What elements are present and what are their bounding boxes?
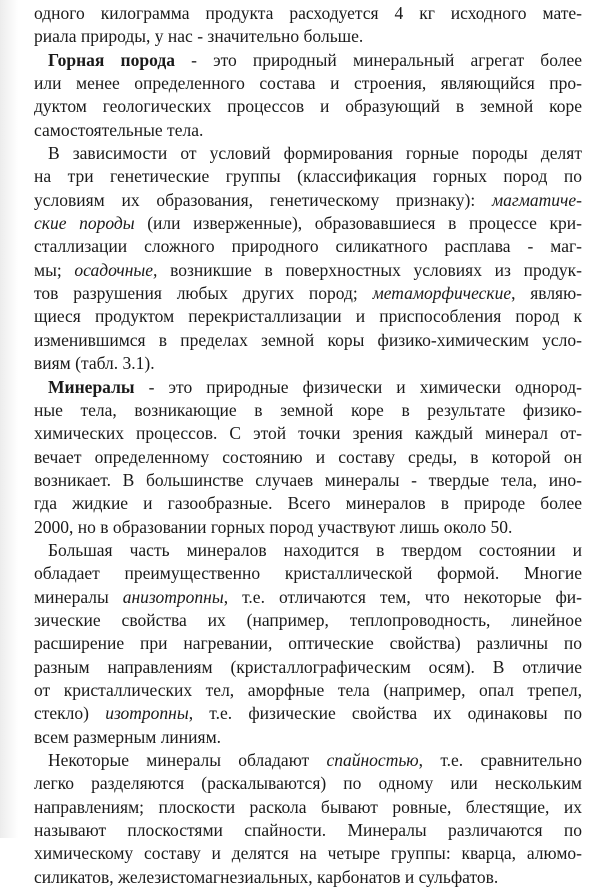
text-line [34, 329, 582, 352]
body-text [34, 2, 582, 889]
text-segment: называют плоскостями спайности. Минералы различаются по [34, 820, 582, 841]
text-line [34, 212, 582, 235]
text-segment: Некоторые минералы обладают [48, 750, 327, 770]
text-segment: или менее определенного состава и строения, являющийся про- [34, 73, 582, 94]
text-segment: (или изверженные), образовавшиеся в процессе кри- [134, 213, 582, 234]
text-segment: , т.е. отличаются тем, что некоторые фи- [223, 586, 582, 607]
text-segment: от кристаллических тел, аморфные тела (например, опал трепел, [34, 679, 582, 700]
text-segment: обладает преимущественно кристаллической формой. Многие [34, 563, 582, 584]
text-segment: разным направлениям (кристаллографическим осям). В отличие [34, 656, 582, 677]
text-line [34, 235, 582, 258]
text-segment: дуктом геологических процессов и образующий в земной коре [34, 96, 582, 117]
italic-term: ские породы [34, 213, 135, 234]
text-line [34, 492, 582, 515]
text-line [34, 399, 582, 422]
text-line [34, 259, 582, 282]
text-segment: химическому составу и делятся на четыре группы: кварца, алюмо- [34, 843, 582, 864]
text-line [34, 819, 582, 842]
text-segment: ные тела, возникающие в земной коре в результате физико- [34, 399, 582, 420]
italic-term: спайностью [326, 750, 419, 770]
text-line [34, 539, 582, 562]
bold-term: Горная порода [48, 49, 175, 70]
text-line [34, 772, 582, 795]
text-segment: тов разрушения любых других пород; [34, 283, 373, 304]
text-segment: химических процессов. С этой точки зрения каждый минерал от- [34, 423, 582, 444]
italic-term: осадочные, [74, 259, 158, 280]
italic-term: изотропны [105, 703, 189, 724]
text-segment: направлениям; плоскости раскола бывают ровные, блестящие, их [34, 796, 582, 817]
text-segment: возникшие в поверхностных условиях из продук- [157, 259, 582, 280]
text-line [34, 95, 582, 118]
text-line [34, 165, 582, 188]
text-segment: мы; [34, 259, 75, 280]
text-line [34, 2, 582, 25]
text-line [34, 25, 582, 48]
text-line [34, 702, 582, 725]
text-line [34, 352, 582, 375]
text-segment: Большая часть минералов находится в твердом состоянии и [48, 539, 582, 560]
text-segment: риала природы, у нас - значительно больше. [34, 26, 364, 47]
text-line [34, 422, 582, 445]
text-segment: всем размерным линиям. [34, 726, 222, 747]
text-line [34, 72, 582, 95]
text-line [34, 796, 582, 819]
text-segment: условиям их образования, генетическому признаку): [34, 189, 492, 210]
text-segment: минералы [34, 586, 123, 607]
text-segment: одного килограмма продукта расходуется 4 кг исходного мате- [34, 3, 582, 23]
text-line [34, 305, 582, 328]
text-line [34, 749, 582, 772]
text-line [34, 609, 582, 632]
text-line [34, 842, 582, 865]
text-segment: самостоятельные тела. [34, 119, 204, 140]
bold-term: Минералы [48, 376, 135, 397]
text-segment: щиеся продуктом перекристаллизации и приспособления пород к [34, 306, 582, 327]
text-segment: расширение при нагревании, оптические свойства) различны по [34, 633, 582, 654]
text-line [34, 49, 582, 72]
text-line [34, 586, 582, 609]
text-line [34, 446, 582, 469]
text-segment: зические свойства их (например, теплопроводность, линейное [34, 609, 582, 630]
text-segment: силикатов, железистомагнезиальных, карбонатов и сульфатов. [34, 866, 499, 887]
text-line [34, 679, 582, 702]
italic-term: анизотропны [122, 586, 224, 607]
text-segment: виям (табл. 3.1). [34, 353, 155, 374]
text-line [34, 189, 582, 212]
italic-term: магматиче- [492, 189, 582, 210]
text-segment: сталлизации сложного природного силикатного расплава - маг- [34, 236, 582, 257]
page-gutter-shadow [0, 0, 18, 838]
text-segment: - это природный минеральный агрегат более [174, 49, 582, 70]
italic-term: метаморфические [372, 283, 512, 304]
text-segment: - это природные физически и химически однород- [134, 376, 582, 397]
text-segment: гда жидкие и газообразные. Всего минералов в природе более [34, 493, 582, 514]
text-segment: , т.е. сравнительно [418, 750, 582, 770]
text-line [34, 516, 582, 539]
text-line [34, 632, 582, 655]
text-segment: стекло) [34, 703, 106, 724]
text-segment: изменившимся в пределах земной коры физико-химическим усло- [34, 329, 582, 350]
text-line [34, 119, 582, 142]
text-segment: 2000, но в образовании горных пород участвуют лишь около 50. [34, 516, 513, 537]
text-line [34, 656, 582, 679]
text-segment: легко разделяются (раскалываются) по одному или нескольким [34, 773, 582, 794]
text-line [34, 282, 582, 305]
text-segment: , т.е. физические свойства их одинаковы по [188, 703, 582, 724]
text-line [34, 469, 582, 492]
text-line [34, 866, 582, 889]
text-line [34, 376, 582, 399]
text-segment: , являю- [511, 283, 582, 304]
text-line [34, 726, 582, 749]
text-segment: В зависимости от условий формирования горные породы делят [48, 143, 582, 164]
text-line [34, 142, 582, 165]
text-segment: на три генетические группы (классификация горных пород по [34, 166, 582, 187]
text-segment: вечает определенному состоянию и составу среды, в которой он [34, 446, 582, 467]
text-line [34, 562, 582, 585]
text-segment: возникает. В большинстве случаев минералы - твердые тела, ино- [34, 469, 582, 490]
